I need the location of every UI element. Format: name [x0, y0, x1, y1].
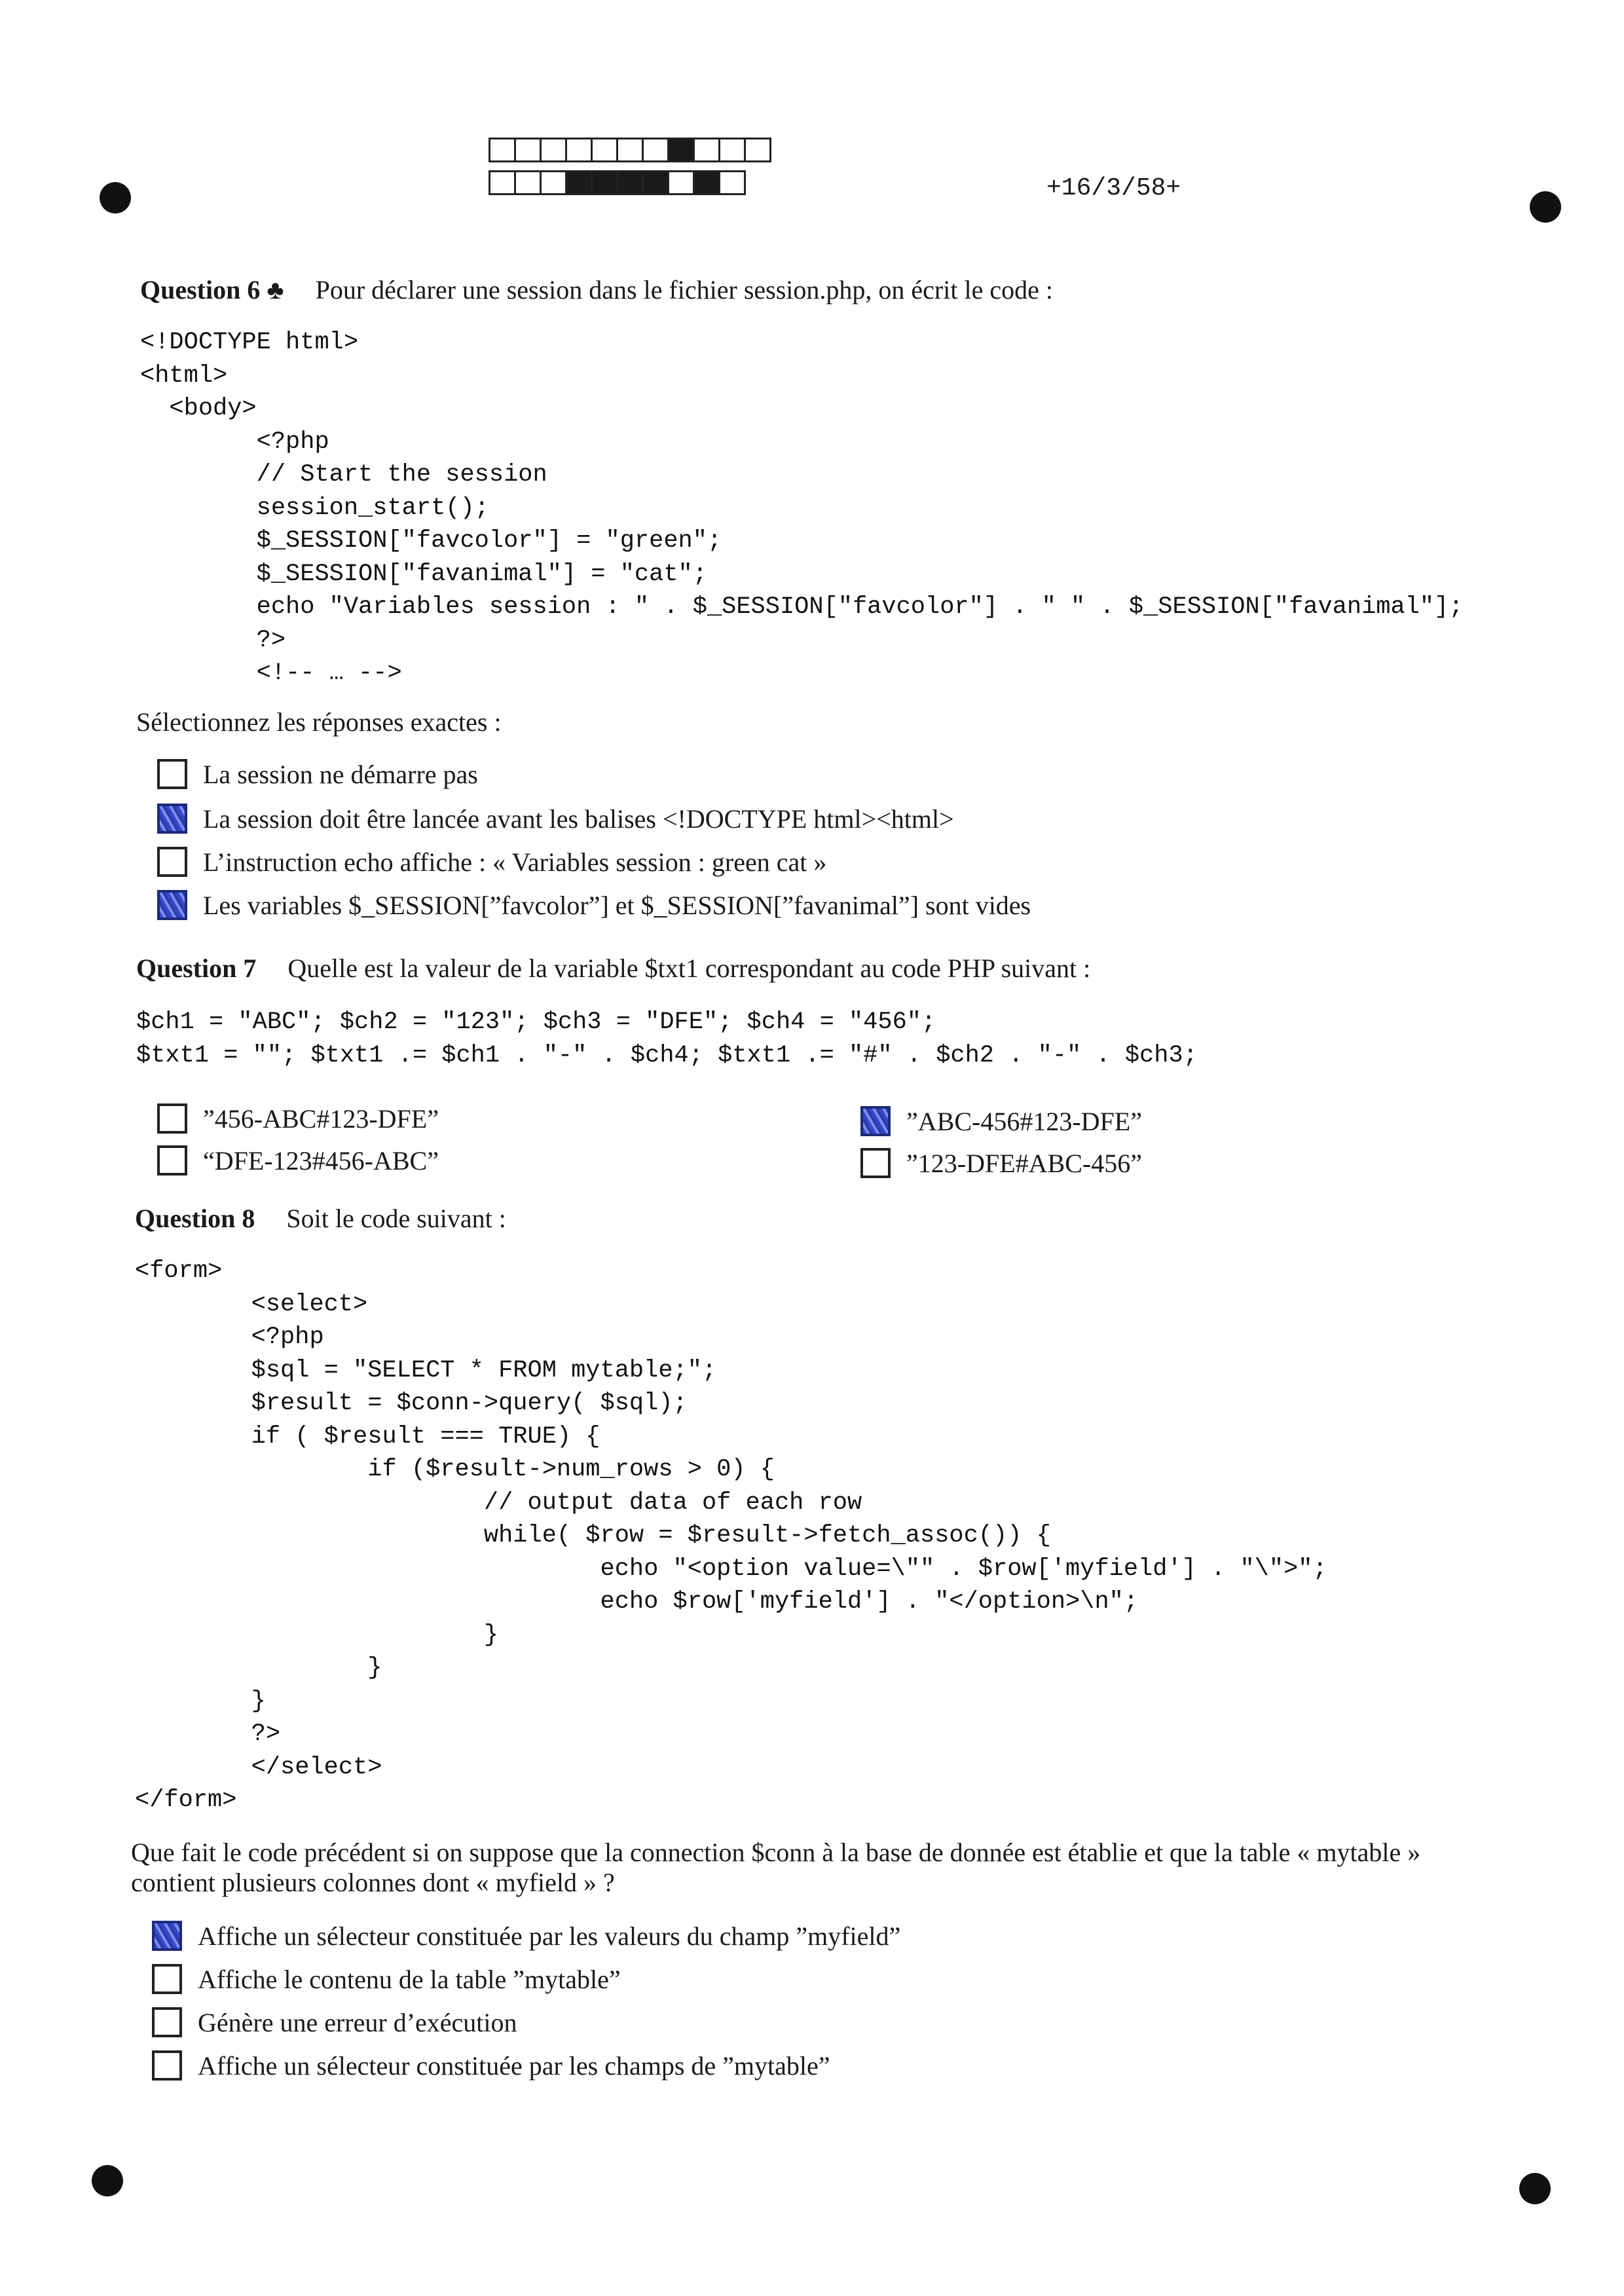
q7-option-1-label: ”456-ABC#123-DFE”: [203, 1103, 439, 1134]
q7-option-4-label: ”123-DFE#ABC-456”: [906, 1148, 1142, 1178]
question-6-instruction: Sélectionnez les réponses exactes :: [136, 707, 502, 737]
q6-option-1[interactable]: [157, 756, 478, 792]
question-8-code: <form> <select> <?php $sql = "SELECT * FROM mytable;"; $result = $conn->query( $sql); if ( $result === TRUE) { if ($result->num_rows > 0) { // output data of each row while( $row = $result->fetch_assoc()) { echo "<option value=\"" . $row['myfield'] . "\">"; echo $row['myfield'] . "</option>\n"; } } } ?> </select> </form>: [135, 1257, 1327, 1814]
question-8-label: Question 8: [135, 1204, 255, 1233]
q8-option-4-checkbox[interactable]: [152, 2050, 182, 2081]
q7-option-1-checkbox[interactable]: [157, 1103, 187, 1134]
q7-option-3-label: “DFE-123#456-ABC”: [203, 1145, 439, 1176]
q6-option-2-label: La session doit être lancée avant les balises <!DOCTYPE html><html>: [203, 804, 954, 834]
id-grid-row-2: [489, 170, 744, 195]
question-8-heading: [135, 1202, 506, 1235]
q6-option-1-checkbox[interactable]: [157, 759, 187, 789]
q8-option-1[interactable]: [152, 1917, 900, 1954]
q7-option-4-checkbox[interactable]: [860, 1148, 891, 1178]
q6-option-2[interactable]: [157, 800, 954, 837]
q7-option-3-checkbox[interactable]: [157, 1145, 187, 1176]
q7-option-2-label: ”ABC-456#123-DFE”: [906, 1106, 1142, 1136]
question-8-question-line-2: contient plusieurs colonnes dont « myfield » ?: [131, 1868, 615, 1897]
q8-option-2-checkbox[interactable]: [152, 1964, 182, 1994]
q8-option-4-label: Affiche un sélecteur constituée par les champs de ”mytable”: [198, 2050, 830, 2081]
q6-option-2-checkbox[interactable]: [157, 804, 187, 834]
question-8-question-line-1: Que fait le code précédent si on suppose que la connection $conn à la base de donnée est établie et que la table « mytable »: [131, 1838, 1421, 1867]
q6-option-3-label: L’instruction echo affiche : « Variables session : green cat »: [203, 847, 827, 877]
q8-option-3[interactable]: [152, 2004, 517, 2041]
question-7-code: $ch1 = "ABC"; $ch2 = "123"; $ch3 = "DFE"; $ch4 = "456"; $txt1 = ""; $txt1 .= $ch1 . "-" . $ch4; $txt1 .= "#" . $ch2 . "-" . $ch3;: [136, 1009, 1198, 1069]
registration-mark-bottom-right: [1519, 2173, 1551, 2204]
id-grid-row-1: [489, 138, 769, 162]
q6-option-3[interactable]: [157, 843, 826, 880]
q8-option-1-checkbox[interactable]: [152, 1921, 182, 1951]
q7-option-2[interactable]: [860, 1103, 1142, 1139]
question-7-text: Quelle est la valeur de la variable $txt1 correspondant au code PHP suivant :: [287, 954, 1091, 983]
q8-option-2-label: Affiche le contenu de la table ”mytable”: [198, 1964, 621, 1994]
question-6-text: Pour déclarer une session dans le fichier session.php, on écrit le code :: [315, 275, 1053, 305]
registration-mark-top-left: [100, 182, 131, 213]
registration-mark-bottom-left: [92, 2165, 123, 2196]
question-7-heading: [136, 952, 1090, 985]
question-7-label: Question 7: [136, 954, 257, 983]
registration-mark-top-right: [1530, 191, 1561, 223]
q6-option-4-label: Les variables $_SESSION[”favcolor”] et $_SESSION[”favanimal”] sont vides: [203, 890, 1031, 920]
q7-option-3[interactable]: [157, 1142, 439, 1179]
q6-option-1-label: La session ne démarre pas: [203, 759, 478, 789]
q7-option-2-checkbox[interactable]: [860, 1106, 891, 1136]
q8-option-1-label: Affiche un sélecteur constituée par les valeurs du champ ”myfield”: [198, 1921, 901, 1951]
q8-option-4[interactable]: [152, 2047, 830, 2084]
question-6-code: <!DOCTYPE html> <html> <body> <?php // Start the session session_start(); $_SESSION["favcolor"] = "green"; $_SESSION["favanimal"] = "cat"; echo "Variables session : " . $_SESSION["favcolor"] . " " . $_SESSION["favanimal"]; ?> <!-- … -->: [140, 329, 1464, 687]
question-6-heading: [140, 274, 1053, 306]
q6-option-3-checkbox[interactable]: [157, 847, 187, 877]
question-6-label: Question 6 ♣: [140, 275, 284, 305]
q7-option-1[interactable]: [157, 1100, 439, 1137]
q6-option-4-checkbox[interactable]: [157, 890, 187, 920]
q7-option-4[interactable]: [860, 1145, 1142, 1181]
question-8-text: Soit le code suivant :: [286, 1204, 506, 1233]
q8-option-3-checkbox[interactable]: [152, 2007, 182, 2037]
q8-option-2[interactable]: [152, 1961, 621, 1997]
q8-option-3-label: Génère une erreur d’exécution: [198, 2007, 517, 2037]
page-identifier: +16/3/58+: [1046, 174, 1181, 202]
q6-option-4[interactable]: [157, 887, 1031, 923]
